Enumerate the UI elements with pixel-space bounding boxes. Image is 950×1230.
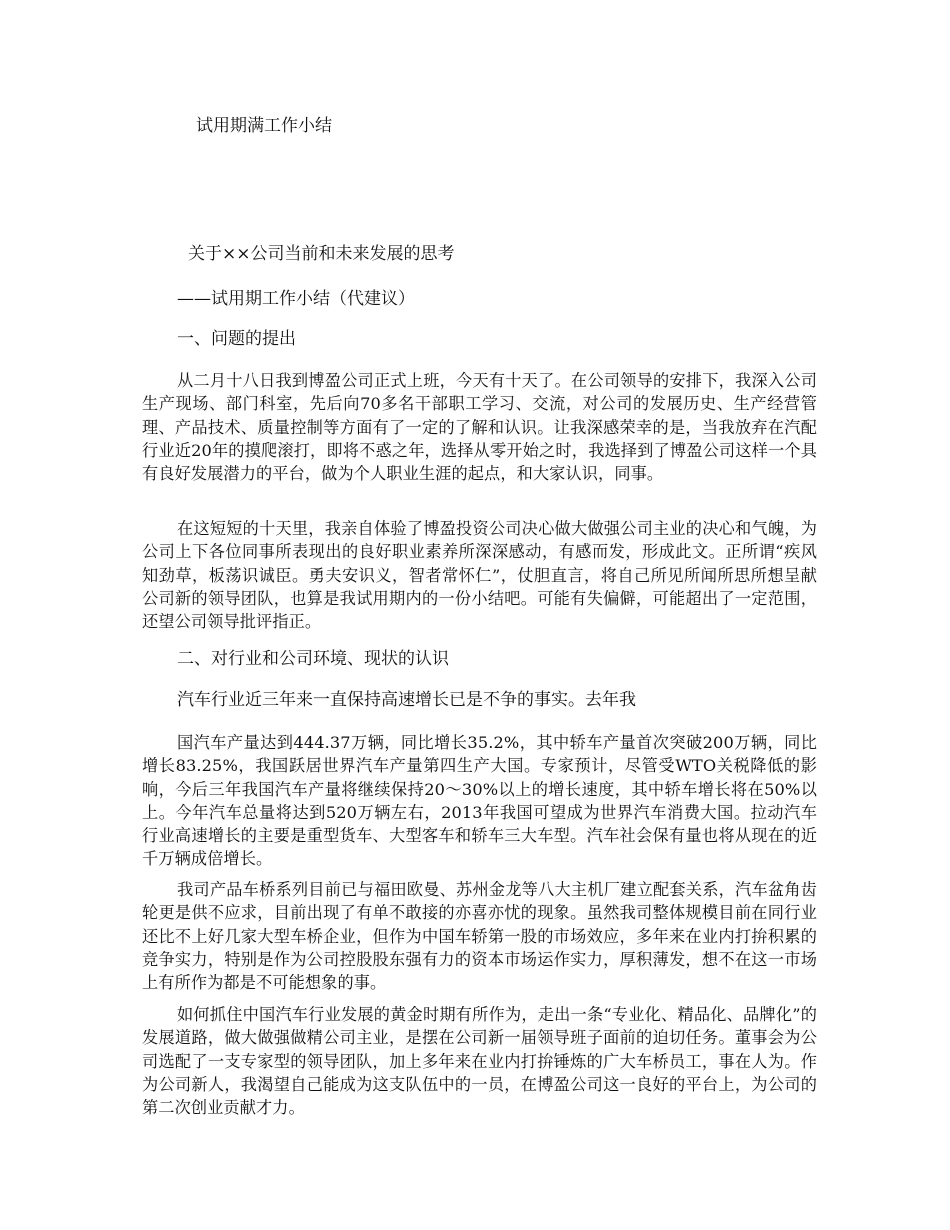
section-lead-line: 汽车行业近三年来一直保持高速增长已是不争的事实。去年我 (177, 690, 636, 710)
document-subtitle-secondary: ——试用期工作小结（代建议） (177, 289, 415, 309)
document-subtitle: 关于××公司当前和未来发展的思考 (188, 244, 455, 264)
document-title: 试用期满工作小结 (196, 116, 332, 136)
section-heading-industry: 二、对行业和公司环境、现状的认识 (177, 649, 449, 669)
paragraph: 如何抓住中国汽车行业发展的黄金时期有所作为，走出一条“专业化、精品化、品牌化”的发展道路，做大做强做精公司主业，是摆在公司新一届领导班子面前的迫切任务。董事会为公司选配了一支专家型的领导团队，加上多年来在业内打拚锤炼的广大车桥员工，事在人为。作为公司新人，我渴望自己能成为这支队伍中的一员，在博盈公司这一良好的平台上，为公司的第二次创业贡献才力。 (142, 1005, 817, 1118)
paragraph: 我司产品车桥系列目前已与福田欧曼、苏州金龙等八大主机厂建立配套关系，汽车盆角齿轮更是供不应求，目前出现了有单不敢接的亦喜亦忧的现象。虽然我司整体规模目前在同行业还比不上好几家大型车桥企业，但作为中国车轿第一股的市场效应，多年来在业内打拚积累的竞争实力，特别是作为公司控股股东强有力的资本市场运作实力，厚积薄发，想不在这一市场上有所作为都是不可能想象的事。 (142, 880, 817, 993)
paragraph: 国汽车产量达到444.37万辆，同比增长35.2%，其中轿车产量首次突破200万辆，同比增长83.25%，我国跃居世界汽车产量第四生产大国。专家预计，尽管受WTO关税降低的影响，今后三年我国汽车产量将继续保持20～30%以上的增长速度，其中轿车增长将在50%以上。今年汽车总量将达到520万辆左右，2013年我国可望成为世界汽车消费大国。拉动汽车行业高速增长的主要是重型货车、大型客车和轿车三大车型。汽车社会保有量也将从现在的近千万辆成倍增长。 (142, 733, 817, 869)
section-heading-problem: 一、问题的提出 (177, 329, 296, 349)
paragraph: 从二月十八日我到博盈公司正式上班，今天有十天了。在公司领导的安排下，我深入公司生产现场、部门科室，先后向70多名干部职工学习、交流，对公司的发展历史、生产经营管理、产品技术、质量控制等方面有了一定的了解和认识。让我深感荣幸的是，当我放弃在汽配行业近20年的摸爬滚打，即将不惑之年，选择从零开始之时，我选择到了博盈公司这样一个具有良好发展潜力的平台，做为个人职业生涯的起点，和大家认识，同事。 (142, 371, 817, 484)
paragraph: 在这短短的十天里，我亲自体验了博盈投资公司决心做大做强公司主业的决心和气魄，为公司上下各位同事所表现出的良好职业素养所深深感动，有感而发，形成此文。正所谓“疾风知劲草，板荡识诚臣。勇夫安识义，智者常怀仁”，仗胆直言，将自己所见所闻所思所想呈献公司新的领导团队，也算是我试用期内的一份小结吧。可能有失偏僻，可能超出了一定范围，还望公司领导批评指正。 (142, 519, 817, 632)
